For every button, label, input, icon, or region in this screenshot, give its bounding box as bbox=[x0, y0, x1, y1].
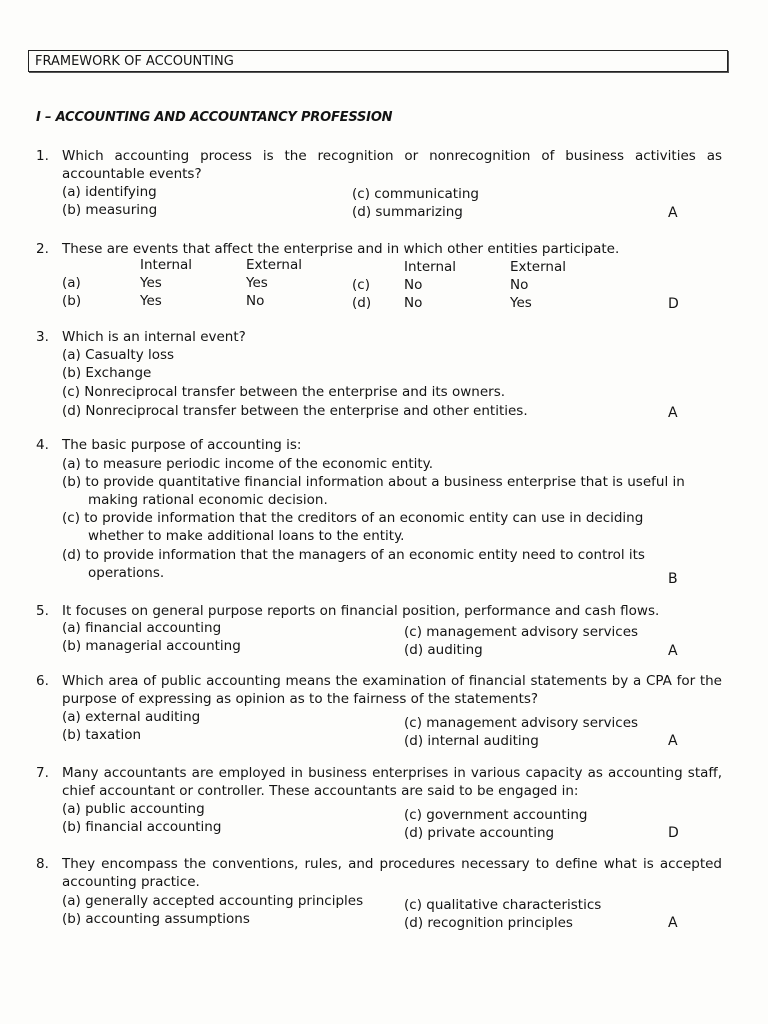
option-a: (a) generally accepted accounting principles bbox=[62, 893, 364, 909]
option-d: (d) recognition principles bbox=[404, 915, 573, 931]
question-text: These are events that affect the enterprise and in which other entities participate. bbox=[62, 241, 620, 257]
option-c: (c) qualitative characteristics bbox=[404, 897, 602, 913]
option-d: (d) to provide information that the managers of an economic entity need to control its bbox=[62, 547, 645, 563]
question-number: 6. bbox=[36, 673, 49, 689]
option-c-external: No bbox=[510, 277, 529, 293]
answer-6: A bbox=[668, 733, 678, 749]
option-b: (b) taxation bbox=[62, 727, 142, 743]
question-number: 8. bbox=[36, 856, 49, 872]
option-c: (c) to provide information that the creditors of an economic entity can use in deciding bbox=[62, 510, 644, 526]
option-d: (d) summarizing bbox=[352, 204, 463, 220]
question-text: Many accountants are employed in business enterprises in various capacity as accounting staff, chief accountant or controller. These accountants are said to be engaged in: bbox=[62, 765, 722, 799]
question-number: 3. bbox=[36, 329, 49, 345]
answer-1: A bbox=[668, 205, 678, 221]
option-b: (b) measuring bbox=[62, 202, 158, 218]
option-a-external: Yes bbox=[246, 275, 268, 291]
document-title: FRAMEWORK OF ACCOUNTING bbox=[35, 54, 234, 69]
option-d: (d) auditing bbox=[404, 642, 483, 658]
option-a: (a) Casualty loss bbox=[62, 347, 175, 363]
option-b-internal: Yes bbox=[140, 293, 162, 309]
option-a: (a) identifying bbox=[62, 184, 157, 200]
option-d-internal: No bbox=[404, 295, 423, 311]
option-c: (c) government accounting bbox=[404, 807, 588, 823]
answer-3: A bbox=[668, 405, 678, 421]
option-a: (a) to measure periodic income of the economic entity. bbox=[62, 456, 434, 472]
question-text: It focuses on general purpose reports on financial position, performance and cash flows. bbox=[62, 603, 660, 619]
document-header bbox=[28, 50, 728, 72]
option-a: (a) public accounting bbox=[62, 801, 205, 817]
option-c: (c) communicating bbox=[352, 186, 479, 202]
question-text: The basic purpose of accounting is: bbox=[62, 437, 302, 453]
column-header-internal: Internal bbox=[404, 259, 457, 275]
option-d-external: Yes bbox=[510, 295, 532, 311]
option-d-label: (d) bbox=[352, 295, 372, 311]
option-b: (b) Exchange bbox=[62, 365, 152, 381]
option-b-continued: making rational economic decision. bbox=[88, 492, 328, 508]
option-d: (d) internal auditing bbox=[404, 733, 539, 749]
option-c-continued: whether to make additional loans to the entity. bbox=[88, 528, 405, 544]
option-c: (c) management advisory services bbox=[404, 715, 639, 731]
option-c: (c) management advisory services bbox=[404, 624, 639, 640]
option-b-label: (b) bbox=[62, 293, 82, 309]
question-text: Which is an internal event? bbox=[62, 329, 246, 345]
question-number: 2. bbox=[36, 241, 49, 257]
answer-2: D bbox=[668, 296, 679, 312]
answer-7: D bbox=[668, 825, 679, 841]
question-text: They encompass the conventions, rules, and procedures necessary to define what is accepted accounting practice. bbox=[62, 856, 722, 890]
column-header-external: External bbox=[510, 259, 567, 275]
option-b: (b) managerial accounting bbox=[62, 638, 241, 654]
column-header-external: External bbox=[246, 257, 303, 273]
question-number: 4. bbox=[36, 437, 49, 453]
option-a-label: (a) bbox=[62, 275, 81, 291]
question-text: Which area of public accounting means the examination of financial statements by a CPA for the purpose of expressing as opinion as to the fairness of the statements? bbox=[62, 673, 722, 707]
option-d-continued: operations. bbox=[88, 565, 165, 581]
question-number: 7. bbox=[36, 765, 49, 781]
option-b: (b) financial accounting bbox=[62, 819, 222, 835]
question-text: Which accounting process is the recognition or nonrecognition of business activities as accountable events? bbox=[62, 148, 722, 182]
question-number: 5. bbox=[36, 603, 49, 619]
option-b-external: No bbox=[246, 293, 265, 309]
option-b: (b) to provide quantitative financial information about a business enterprise that is useful in bbox=[62, 474, 685, 490]
section-title: I – ACCOUNTING AND ACCOUNTANCY PROFESSION bbox=[36, 110, 393, 125]
answer-5: A bbox=[668, 643, 678, 659]
answer-4: B bbox=[668, 571, 678, 587]
option-d: (d) private accounting bbox=[404, 825, 555, 841]
answer-8: A bbox=[668, 915, 678, 931]
question-number: 1. bbox=[36, 148, 49, 164]
option-d: (d) Nonreciprocal transfer between the enterprise and other entities. bbox=[62, 403, 528, 419]
column-header-internal: Internal bbox=[140, 257, 193, 273]
option-a: (a) external auditing bbox=[62, 709, 201, 725]
option-c-label: (c) bbox=[352, 277, 370, 293]
option-a-internal: Yes bbox=[140, 275, 162, 291]
option-b: (b) accounting assumptions bbox=[62, 911, 250, 927]
option-c: (c) Nonreciprocal transfer between the enterprise and its owners. bbox=[62, 384, 506, 400]
option-c-internal: No bbox=[404, 277, 423, 293]
option-a: (a) financial accounting bbox=[62, 620, 222, 636]
